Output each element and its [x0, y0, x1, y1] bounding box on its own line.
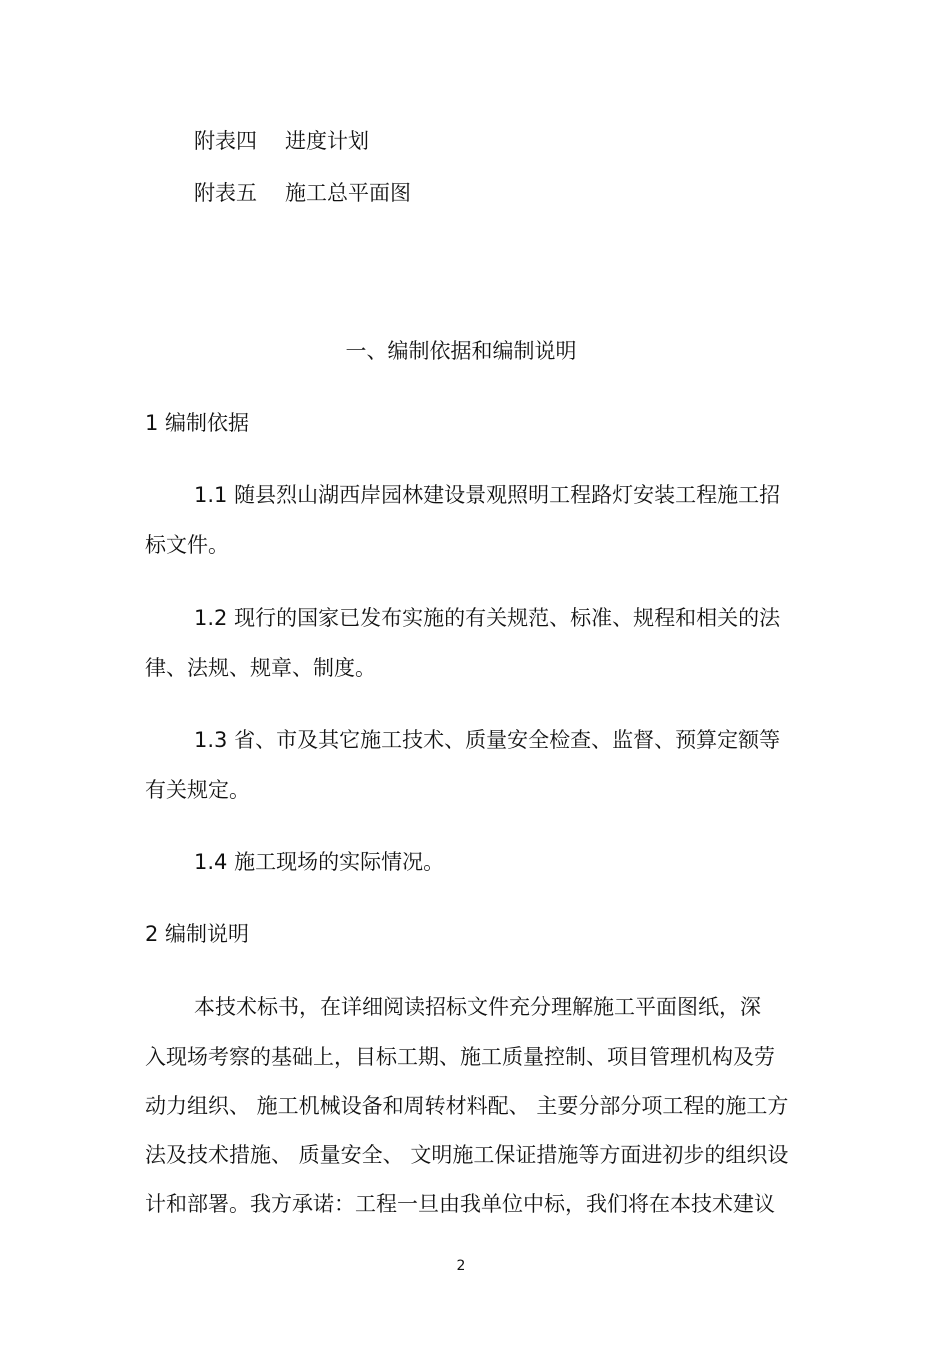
- basis-heading: 1 编制依据: [145, 411, 250, 435]
- explanation-line: 入现场考察的基础上，目标工期、施工质量控制、项目管理机构及劳: [145, 1045, 775, 1069]
- appendix-label: 附表五: [194, 181, 257, 205]
- explanation-line: 动力组织、 施工机械设备和周转材料配、 主要分部分项工程的施工方: [145, 1094, 789, 1118]
- basis-item-line: 1.4 施工现场的实际情况。: [194, 850, 445, 874]
- basis-item-line: 有关规定。: [145, 778, 250, 802]
- explanation-line: 法及技术措施、 质量安全、 文明施工保证措施等方面进初步的组织设: [145, 1143, 789, 1167]
- explanation-line: 计和部署。我方承诺：工程一旦由我单位中标，我们将在本技术建议: [145, 1192, 775, 1216]
- appendix-title: 进度计划: [285, 129, 369, 153]
- basis-item-line: 1.1 随县烈山湖西岸园林建设景观照明工程路灯安装工程施工招: [194, 483, 781, 507]
- explanation-heading: 2 编制说明: [145, 922, 250, 946]
- explanation-line: 本技术标书，在详细阅读招标文件充分理解施工平面图纸，深: [194, 995, 761, 1019]
- section-title: 一、编制依据和编制说明: [345, 339, 577, 363]
- basis-item-line: 1.3 省、市及其它施工技术、质量安全检查、监督、预算定额等: [194, 728, 781, 752]
- basis-item-line: 标文件。: [145, 533, 229, 557]
- appendix-title: 施工总平面图: [285, 181, 411, 205]
- appendix-item: [194, 178, 411, 208]
- appendix-item: [194, 126, 369, 156]
- basis-item-line: 律、法规、规章、制度。: [145, 656, 376, 680]
- appendix-label: 附表四: [194, 129, 257, 153]
- page-number: 2: [456, 1258, 466, 1274]
- basis-item-line: 1.2 现行的国家已发布实施的有关规范、标准、规程和相关的法: [194, 606, 781, 630]
